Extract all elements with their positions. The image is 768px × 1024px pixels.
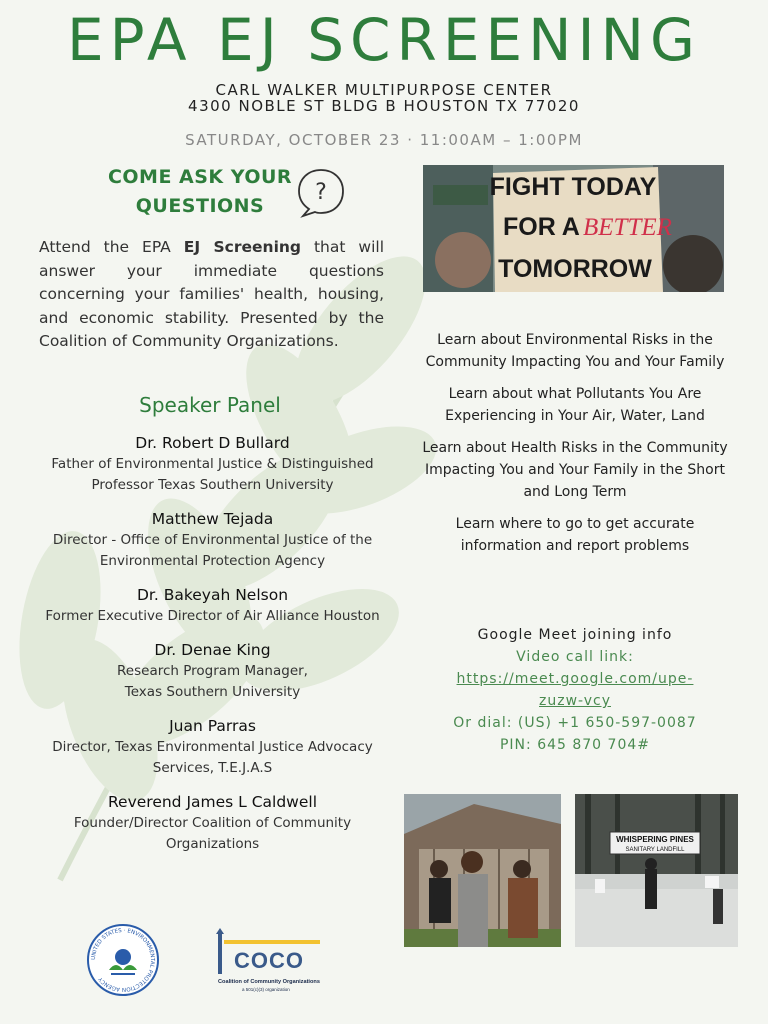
- epa-ring-text: UNITED STATES · ENVIRONMENTAL PROTECTION AGENCY: [90, 927, 156, 993]
- speaker-item: [40, 639, 385, 703]
- dial-in-number: Or dial: (US) +1 650-597-0087: [453, 715, 697, 731]
- speaker-panel-heading: Speaker Panel: [139, 393, 281, 417]
- venue-address: [0, 82, 768, 114]
- coco-subtitle: Coalition of Community Organizations: [218, 979, 320, 985]
- residents-photo: [404, 794, 561, 947]
- svg-text:?: ?: [315, 180, 327, 205]
- speaker-item: [40, 508, 385, 572]
- speaker-role: Director - Office of Environmental Justice of the Environmental Protection Agency: [52, 532, 373, 569]
- landfill-sign-line-1: WHISPERING PINES: [616, 835, 694, 844]
- speaker-role: Father of Environmental Justice & Distinguished Professor Texas Southern University: [51, 456, 374, 493]
- meet-heading: Google Meet joining info: [477, 627, 673, 643]
- speaker-item: [40, 791, 385, 855]
- speaker-item: [40, 432, 385, 496]
- google-meet-info: [422, 624, 728, 756]
- meet-link[interactable]: https://meet.google.com/upe- zuzw-vcy: [456, 671, 694, 709]
- speaker-role: Director, Texas Environmental Justice Advocacy Services, T.E.J.A.S: [52, 739, 373, 776]
- ask-questions-heading: COME ASK YOUR QUESTIONS: [107, 166, 293, 217]
- learn-item: Learn about what Pollutants You Are Experiencing in Your Air, Water, Land: [445, 386, 705, 424]
- speaker-list: [40, 432, 385, 867]
- sign-line-2a: FOR A: [503, 213, 580, 241]
- video-call-label: Video call link:: [516, 649, 634, 665]
- intro-paragraph: Attend the EPA EJ Screening that will answer your immediate questions concerning your families' health, housing, and economic stability. Presented by the Coalition of Community Organizations.: [39, 238, 384, 350]
- learn-item: Learn about Health Risks in the Community Impacting You and Your Family in the Short and Long Term: [422, 440, 728, 500]
- speaker-role: Research Program Manager,: [117, 663, 308, 679]
- speaker-name: Dr. Bakeyah Nelson: [136, 586, 289, 604]
- page-title: EPA EJ SCREENING: [67, 6, 701, 74]
- epa-logo: [87, 924, 159, 996]
- question-bubble-icon: [295, 166, 347, 218]
- speaker-name: Juan Parras: [169, 717, 256, 735]
- sign-line-3: TOMORROW: [498, 255, 652, 283]
- event-date-time: SATURDAY, OCTOBER 23 · 11:00AM – 1:00PM: [185, 131, 583, 149]
- speaker-item: [40, 715, 385, 779]
- coco-logo: [212, 926, 322, 994]
- learn-list: [422, 329, 728, 567]
- coco-name: COCO: [234, 948, 304, 973]
- learn-item: Learn about Environmental Risks in the Community Impacting You and Your Family: [425, 332, 725, 370]
- sign-line-1: FIGHT TODAY: [489, 173, 657, 201]
- speaker-name: Reverend James L Caldwell: [107, 793, 318, 811]
- landfill-sign-line-2: SANITARY LANDFILL: [625, 847, 685, 853]
- learn-item: Learn where to go to get accurate information and report problems: [455, 516, 695, 554]
- speaker-name: Dr. Robert D Bullard: [135, 434, 290, 452]
- venue-name: CARL WALKER MULTIPURPOSE CENTER: [215, 81, 553, 99]
- speaker-role: Texas Southern University: [124, 684, 301, 700]
- speaker-role: Former Executive Director of Air Alliance Houston: [45, 608, 380, 624]
- meet-pin: PIN: 645 870 704#: [499, 737, 650, 753]
- sign-line-2b: BETTER: [583, 214, 672, 241]
- landfill-protest-photo: [575, 794, 738, 947]
- coco-tag: a 501(c)(3) organization: [242, 987, 290, 992]
- protest-sign-photo: [423, 165, 724, 292]
- coco-logo-graphic: [212, 926, 322, 994]
- speaker-role: Founder/Director Coalition of Community Organizations: [73, 815, 352, 852]
- venue-street: 4300 NOBLE ST BLDG B HOUSTON TX 77020: [188, 97, 580, 115]
- speaker-name: Dr. Denae King: [154, 641, 271, 659]
- speaker-item: [40, 584, 385, 627]
- speaker-name: Matthew Tejada: [151, 510, 274, 528]
